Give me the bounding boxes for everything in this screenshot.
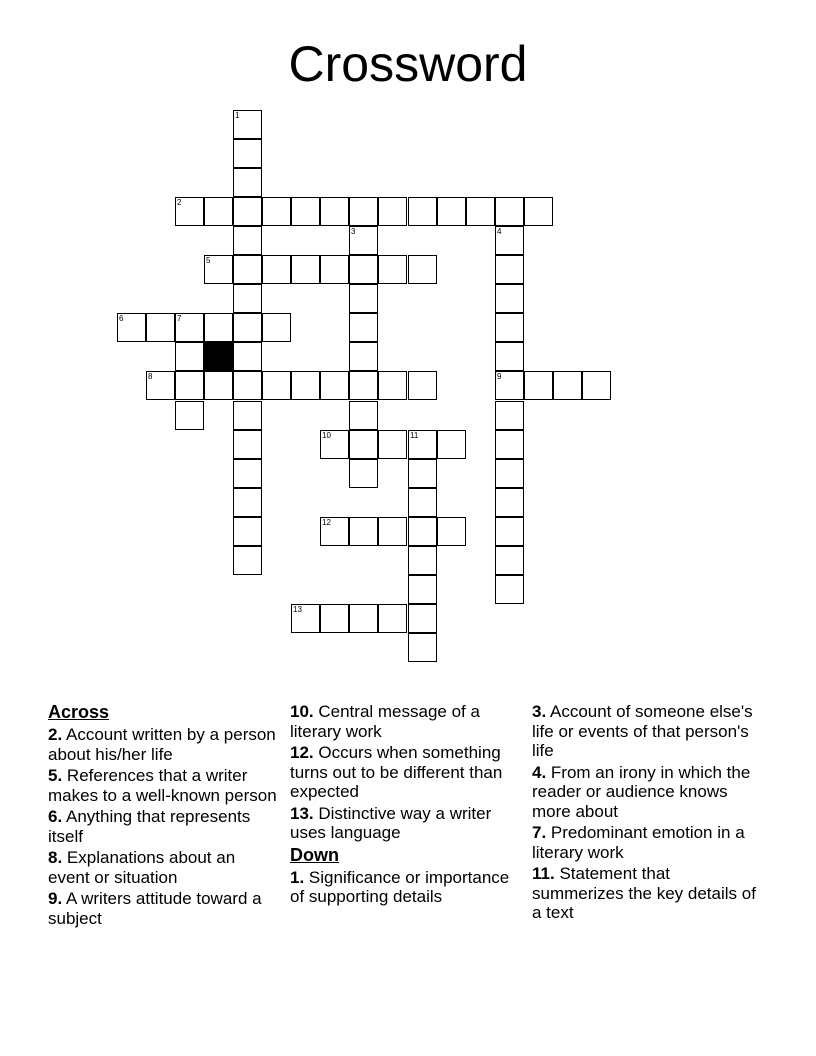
grid-cell[interactable] [408,197,437,226]
grid-cell[interactable] [495,546,524,575]
grid-cell[interactable] [349,313,378,342]
grid-cell[interactable] [495,284,524,313]
grid-cell[interactable] [233,459,262,488]
clue-text: Central message of a literary work [290,702,480,741]
grid-cell[interactable] [408,517,437,546]
grid-cell[interactable] [349,255,378,284]
clues-column-3 [532,702,764,925]
down-clue [532,823,764,862]
clue-text: Explanations about an event or situation [48,848,236,887]
grid-cell[interactable] [291,371,320,400]
grid-cell[interactable] [408,546,437,575]
grid-cell[interactable] [117,313,146,342]
clue-text: Anything that represents itself [48,807,251,846]
grid-cell[interactable] [582,371,611,400]
grid-cell[interactable] [349,604,378,633]
down-clue [532,763,764,822]
clue-text: Significance or importance of supporting details [290,867,510,906]
grid-cell[interactable] [262,371,291,400]
clue-number: 6. [48,807,63,826]
clue-number: 13. [290,803,314,823]
grid-cell[interactable] [495,488,524,517]
grid-cell[interactable] [495,313,524,342]
grid-cell[interactable] [320,371,349,400]
grid-cell[interactable] [320,197,349,226]
grid-cell[interactable] [233,546,262,575]
clue-text: From an irony in which the reader or audience knows more about [532,762,751,821]
clue-number-label: 5 [206,256,211,265]
across-clue [48,889,280,928]
grid-cell[interactable] [437,197,466,226]
grid-cell[interactable] [378,604,407,633]
grid-cell[interactable] [233,226,262,255]
down-clue [532,702,764,761]
clue-number: 9. [48,889,63,908]
grid-cell[interactable] [262,255,291,284]
clue-number: 3. [532,702,547,721]
grid-cell[interactable] [175,371,204,400]
grid-cell[interactable] [495,371,524,400]
grid-cell[interactable] [408,459,437,488]
grid-cell[interactable] [320,255,349,284]
grid-cell[interactable] [524,371,553,400]
clue-number: 12. [290,743,314,762]
across-clue [48,848,280,887]
grid-cell[interactable] [408,575,437,604]
clue-text: Predominant emotion in a literary work [532,823,745,862]
grid-cell[interactable] [495,517,524,546]
down-clue [532,864,764,923]
clue-number: 7. [532,823,547,842]
clue-number-label: 11 [410,431,419,440]
grid-cell[interactable] [349,459,378,488]
grid-cell[interactable] [175,197,204,226]
clues-column-2 [290,702,522,909]
grid-cell[interactable] [349,517,378,546]
grid-cell[interactable] [378,430,407,459]
grid-cell[interactable] [524,197,553,226]
grid-cell[interactable] [233,168,262,197]
grid-cell[interactable] [233,197,262,226]
grid-cell[interactable] [175,401,204,430]
grid-cell[interactable] [349,371,378,400]
grid-cell[interactable] [146,313,175,342]
grid-cell[interactable] [233,139,262,168]
grid-cell[interactable] [495,430,524,459]
grid-cell[interactable] [408,430,437,459]
clue-text: Account written by a person about his/her life [48,725,276,764]
grid-cell[interactable] [320,517,349,546]
down-clue [290,868,522,907]
grid-cell[interactable] [349,401,378,430]
clue-number: 11. [532,864,555,883]
grid-cell[interactable] [408,633,437,662]
clue-number-label: 6 [119,314,124,323]
clue-number: 4. [532,762,547,782]
clue-number-label: 3 [351,227,356,236]
grid-cell[interactable] [349,284,378,313]
grid-cell[interactable] [495,226,524,255]
grid-cell[interactable] [204,313,233,342]
clue-number-label: 4 [497,227,502,236]
grid-cell[interactable] [408,255,437,284]
clue-text: Distinctive way a writer uses language [290,803,492,842]
clue-text: A writers attitude toward a subject [48,889,262,928]
across-clue [290,804,522,843]
clue-number-label: 8 [148,372,153,381]
grid-cell[interactable] [320,604,349,633]
grid-cell[interactable] [408,488,437,517]
clue-number: 2. [48,725,63,744]
clue-text: References that a writer makes to a well-known person [48,766,277,805]
grid-cell[interactable] [408,604,437,633]
grid-cell[interactable] [378,371,407,400]
grid-cell[interactable] [204,371,233,400]
across-clue [48,807,280,846]
block-cell [204,342,233,371]
grid-cell[interactable] [204,197,233,226]
grid-cell[interactable] [233,110,262,139]
clue-number-label: 13 [293,605,302,614]
grid-cell[interactable] [495,459,524,488]
clue-number-label: 12 [322,518,331,527]
grid-cell[interactable] [378,517,407,546]
grid-cell[interactable] [146,371,175,400]
grid-cell[interactable] [437,517,466,546]
grid-cell[interactable] [320,430,349,459]
grid-cell[interactable] [233,430,262,459]
clue-number-label: 1 [235,111,240,120]
clue-number-label: 2 [177,198,182,207]
grid-cell[interactable] [553,371,582,400]
grid-cell[interactable] [233,342,262,371]
across-clue [290,702,522,741]
grid-cell[interactable] [291,604,320,633]
grid-cell[interactable] [495,197,524,226]
grid-cell[interactable] [175,342,204,371]
clue-text: Statement that summerizes the key details of a text [532,864,756,922]
grid-cell[interactable] [233,371,262,400]
down-heading: Down [290,844,339,865]
grid-cell[interactable] [349,430,378,459]
clue-number: 1. [290,867,305,887]
grid-cell[interactable] [349,226,378,255]
grid-cell[interactable] [408,371,437,400]
grid-cell[interactable] [175,313,204,342]
across-clue [48,725,280,764]
grid-cell[interactable] [262,197,291,226]
grid-cell[interactable] [349,342,378,371]
clue-number-label: 9 [497,372,502,381]
clue-number: 10. [290,702,314,721]
grid-cell[interactable] [378,197,407,226]
grid-cell[interactable] [233,255,262,284]
clue-number-label: 10 [322,431,331,440]
grid-cell[interactable] [495,575,524,604]
clue-number: 5. [48,766,63,785]
grid-cell[interactable] [466,197,495,226]
clue-text: Account of someone else's life or events of that person's life [532,702,753,760]
grid-cell[interactable] [233,517,262,546]
grid-cell[interactable] [495,342,524,371]
grid-cell[interactable] [204,255,233,284]
page-title: Crossword [288,36,528,92]
grid-cell[interactable] [378,255,407,284]
clues-column-1 [48,702,280,930]
across-clue [48,766,280,805]
grid-cell[interactable] [437,430,466,459]
grid-cell[interactable] [233,401,262,430]
grid-cell[interactable] [233,313,262,342]
clue-number: 8. [48,848,63,867]
grid-cell[interactable] [262,313,291,342]
clue-number-label: 7 [177,314,182,323]
across-heading: Across [48,702,110,722]
grid-cell[interactable] [291,197,320,226]
grid-cell[interactable] [349,197,378,226]
grid-cell[interactable] [495,255,524,284]
grid-cell[interactable] [233,488,262,517]
grid-cell[interactable] [233,284,262,313]
grid-cell[interactable] [495,401,524,430]
grid-cell[interactable] [291,255,320,284]
across-clue [290,743,522,802]
clue-text: Occurs when something turns out to be different than expected [290,743,503,801]
